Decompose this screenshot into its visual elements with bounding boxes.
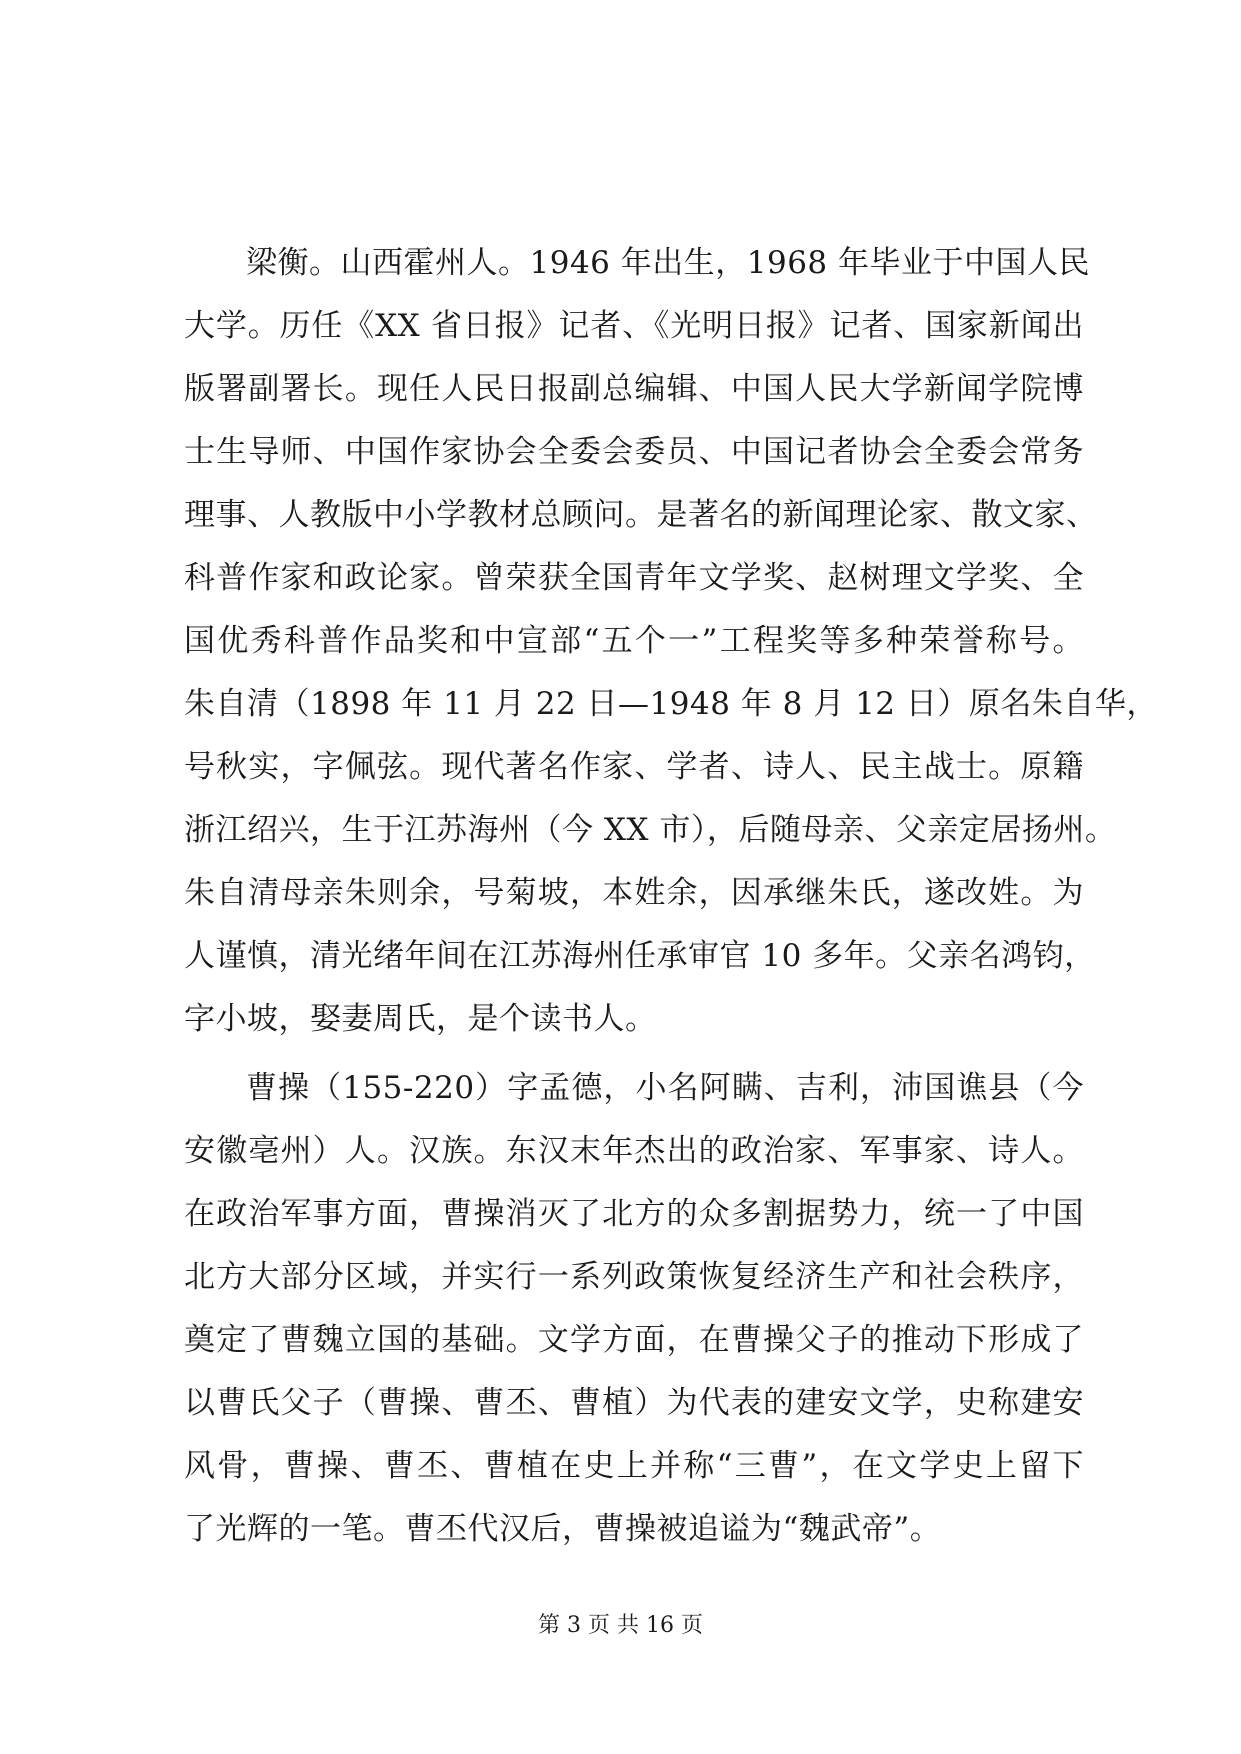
- text-line: 北方大部分区域，并实行一系列政策恢复经济生产和社会秩序，: [184, 1259, 1084, 1295]
- text-line: 版署副署长。现任人民日报副总编辑、中国人民大学新闻学院博: [184, 371, 1084, 407]
- text-line: 浙江绍兴，生于江苏海州（今 XX 市），后随母亲、父亲定居扬州。: [184, 812, 1117, 848]
- text-line: 以曹氏父子（曹操、曹丕、曹植）为代表的建安文学，史称建安: [184, 1385, 1084, 1421]
- text-line: 安徽亳州）人。汉族。东汉末年杰出的政治家、军事家、诗人。: [184, 1133, 1084, 1169]
- body-text: [184, 232, 1158, 1561]
- text-line: 人谨慎，清光绪年间在江苏海州任承审官 10 多年。父亲名鸿钧，: [184, 938, 1096, 974]
- text-line: 曹操（155-220）字孟德，小名阿瞒、吉利，沛国谯县（今: [246, 1070, 1084, 1106]
- text-line: 了光辉的一笔。曹丕代汉后，曹操被追谥为“魏武帝”。: [184, 1511, 942, 1547]
- text-line: 大学。历任《XX 省日报》记者、《光明日报》记者、国家新闻出: [184, 308, 1084, 344]
- text-line: 朱自清母亲朱则余，号菊坡，本姓余，因承继朱氏，遂改姓。为: [184, 875, 1084, 911]
- text-line: 号秋实，字佩弦。现代著名作家、学者、诗人、民主战士。原籍: [184, 749, 1084, 785]
- text-line: 科普作家和政论家。曾荣获全国青年文学奖、赵树理文学奖、全: [184, 560, 1084, 596]
- paragraph-liang-heng-zhu-ziqing: [184, 232, 1158, 1051]
- text-line: 风骨，曹操、曹丕、曹植在史上并称“三曹”，在文学史上留下: [184, 1448, 1084, 1484]
- text-line: 朱自清（1898 年 11 月 22 日—1948 年 8 月 12 日）原名朱自华，: [184, 686, 1158, 722]
- text-line: 士生导师、中国作家协会全委会委员、中国记者协会全委会常务: [184, 434, 1084, 470]
- text-line: 理事、人教版中小学教材总顾问。是著名的新闻理论家、散文家、: [184, 497, 1098, 533]
- text-line: 梁衡。山西霍州人。1946 年出生，1968 年毕业于中国人民: [246, 245, 1090, 281]
- page-number-footer: 第 3 页 共 16 页: [538, 1613, 703, 1638]
- text-line: 在政治军事方面，曹操消灭了北方的众多割据势力，统一了中国: [184, 1196, 1084, 1232]
- text-line: 奠定了曹魏立国的基础。文学方面，在曹操父子的推动下形成了: [184, 1322, 1084, 1358]
- paragraph-cao-cao: [184, 1057, 1084, 1561]
- text-line: 国优秀科普作品奖和中宣部“五个一”工程奖等多种荣誉称号。: [184, 623, 1084, 659]
- text-line: 字小坡，娶妻周氏，是个读书人。: [184, 1001, 657, 1037]
